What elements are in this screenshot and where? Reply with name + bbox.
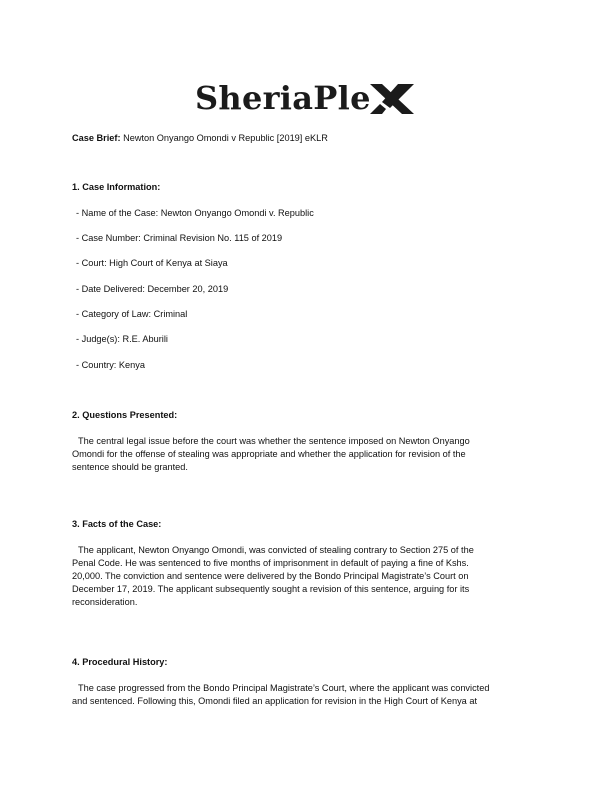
paragraph-line: Penal Code. He was sentenced to five months of imprisonment in default of paying a fine of Kshs. bbox=[72, 558, 469, 569]
case-info-item: - Judge(s): R.E. Aburili bbox=[76, 334, 168, 344]
x-mark-icon bbox=[368, 82, 416, 116]
case-info-item: - Name of the Case: Newton Onyango Omondi v. Republic bbox=[76, 208, 314, 218]
logo-text: SheriaPle bbox=[195, 79, 371, 117]
paragraph-line: The applicant, Newton Onyango Omondi, was convicted of stealing contrary to Section 275 of the bbox=[78, 545, 474, 555]
paragraph-line: The central legal issue before the court was whether the sentence imposed on Newton Onyango bbox=[78, 436, 470, 446]
paragraph-line: 20,000. The conviction and sentence were delivered by the Bondo Principal Magistrate’s Court on bbox=[72, 571, 469, 582]
facts-paragraph bbox=[72, 544, 542, 609]
case-brief-label: Case Brief: bbox=[72, 133, 121, 143]
section-heading-questions: 2. Questions Presented: bbox=[72, 410, 178, 420]
paragraph-line: and sentenced. Following this, Omondi filed an application for revision in the High Court of Kenya at bbox=[72, 696, 477, 707]
case-brief-line bbox=[72, 132, 328, 145]
paragraph-line: reconsideration. bbox=[72, 597, 138, 608]
procedural-paragraph bbox=[72, 682, 542, 708]
case-info-item: - Country: Kenya bbox=[76, 360, 145, 370]
case-info-item: - Case Number: Criminal Revision No. 115 of 2019 bbox=[76, 233, 283, 243]
case-brief-title: Newton Onyango Omondi v Republic [2019] eKLR bbox=[123, 133, 328, 143]
paragraph-line: sentence should be granted. bbox=[72, 462, 188, 473]
section-heading-procedural: 4. Procedural History: bbox=[72, 657, 168, 667]
paragraph-line: Omondi for the offense of stealing was appropriate and whether the application for revision of the bbox=[72, 449, 466, 460]
case-info-item: - Court: High Court of Kenya at Siaya bbox=[76, 258, 228, 268]
questions-paragraph bbox=[72, 435, 542, 474]
case-info-item: - Date Delivered: December 20, 2019 bbox=[76, 284, 229, 294]
sheriaplex-logo bbox=[185, 78, 425, 118]
section-heading-case-information: 1. Case Information: bbox=[72, 182, 161, 192]
paragraph-line: December 17, 2019. The applicant subsequently sought a revision of this sentence, arguing for its bbox=[72, 584, 470, 595]
section-heading-facts: 3. Facts of the Case: bbox=[72, 519, 162, 529]
case-info-item: - Category of Law: Criminal bbox=[76, 309, 188, 319]
paragraph-line: The case progressed from the Bondo Principal Magistrate’s Court, where the applicant was convicted bbox=[78, 683, 490, 693]
